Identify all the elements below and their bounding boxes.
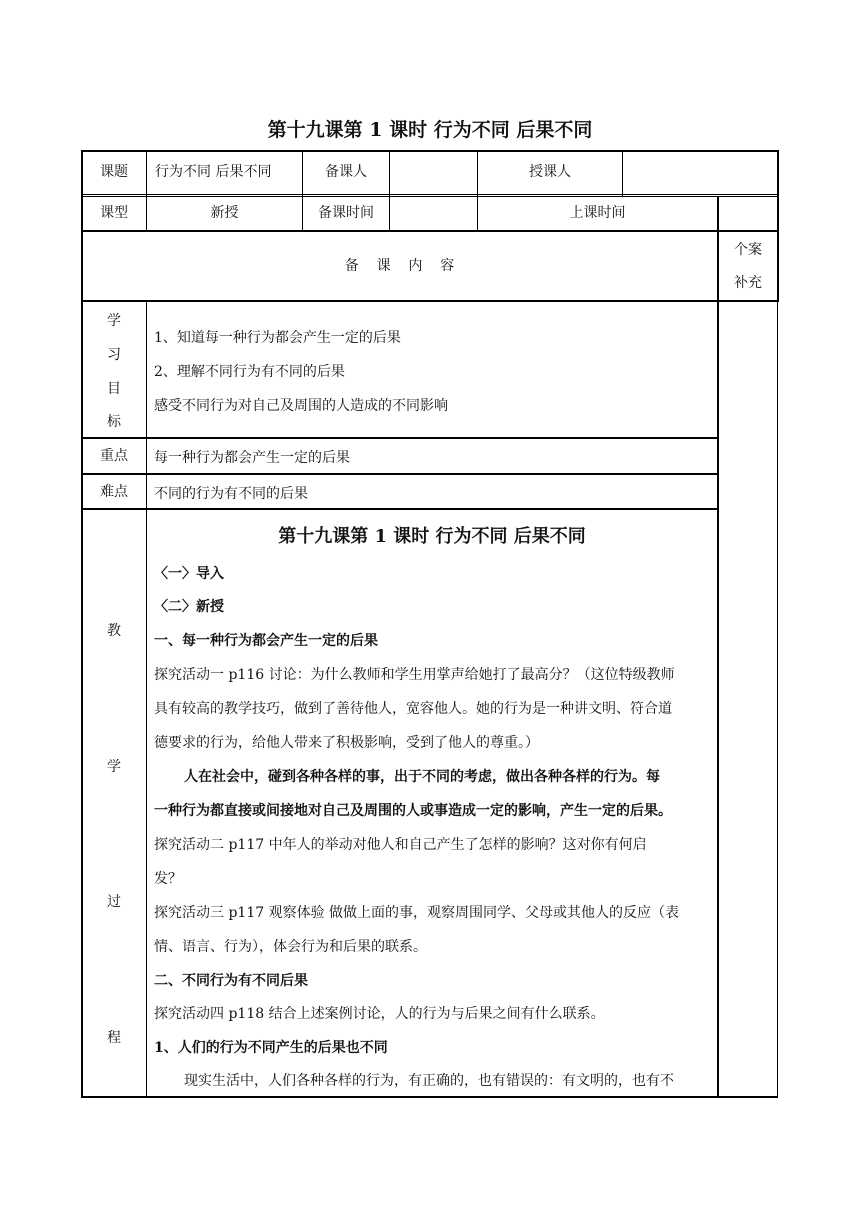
process-line: 〈一〉导入 — [154, 566, 224, 582]
process-label-2: 学 — [107, 759, 121, 775]
process-line: 现实生活中，人们各种各样的行为，有正确的，也有错误的：有文明的，也有不 — [184, 1073, 674, 1089]
process-line: 1、人们的行为不同产生的后果也不同 — [154, 1040, 388, 1056]
objectives-label-3: 目 — [107, 381, 121, 397]
objectives-label-4: 标 — [107, 414, 121, 430]
difficulty-value: 不同的行为有不同的后果 — [154, 486, 308, 502]
process-line: 探究活动二 p117 中年人的举动对他人和自己产生了怎样的影响？这对你有何启 — [154, 837, 647, 853]
objective-item: 2、理解不同行为有不同的后果 — [154, 364, 345, 380]
teacher-label: 授课人 — [529, 164, 571, 180]
process-line: 一种行为都直接或间接地对自己及周围的人或事造成一定的影响，产生一定的后果。 — [154, 803, 672, 819]
process-line: 探究活动四 p118 结合上述案例讨论，人的行为与后果之间有什么联系。 — [154, 1006, 605, 1022]
process-line: 探究活动三 p117 观察体验 做做上面的事，观察周围同学、父母或其他人的反应（表 — [154, 905, 680, 921]
process-line: 情、语言、行为），体会行为和后果的联系。 — [154, 939, 427, 955]
class-time-label: 上课时间 — [569, 205, 626, 221]
key-point-value: 每一种行为都会产生一定的后果 — [154, 450, 350, 466]
type-label: 课型 — [100, 205, 128, 221]
key-point-label: 重点 — [100, 448, 128, 464]
difficulty-label: 难点 — [100, 484, 128, 500]
process-line: 发？ — [154, 871, 182, 887]
process-line: 探究活动一 p116 讨论：为什么教师和学生用掌声给她打了最高分？（这位特级教师 — [154, 667, 675, 683]
process-line: 具有较高的教学技巧，做到了善待他人，宽容他人。她的行为是一种讲文明、符合道 — [154, 701, 672, 717]
objectives-label-2: 习 — [107, 347, 121, 363]
objective-item: 感受不同行为对自己及周围的人造成的不同影响 — [154, 398, 448, 414]
page-title: 第十九课第 1 课时 行为不同 后果不同 — [267, 119, 593, 141]
topic-value: 行为不同 后果不同 — [155, 164, 272, 180]
process-line: 一、每一种行为都会产生一定的后果 — [154, 633, 378, 649]
objective-item: 1、知道每一种行为都会产生一定的后果 — [154, 330, 401, 346]
type-value: 新授 — [210, 205, 239, 221]
topic-label: 课题 — [100, 164, 128, 180]
process-title: 第十九课第 1 课时 行为不同 后果不同 — [278, 526, 586, 547]
prep-time-label: 备课时间 — [318, 205, 374, 221]
process-line: 人在社会中，碰到各种各样的事，出于不同的考虑，做出各种各样的行为。每 — [184, 769, 660, 785]
process-label-3: 过 — [107, 894, 121, 910]
preparer-label: 备课人 — [325, 164, 367, 180]
supplement-line2: 补充 — [734, 275, 762, 291]
process-line: 德要求的行为，给他人带来了积极影响，受到了他人的尊重。） — [154, 735, 539, 751]
objectives-label-1: 学 — [107, 313, 121, 329]
process-line: 二、不同行为有不同后果 — [154, 973, 308, 989]
supplement-line1: 个案 — [734, 242, 762, 258]
process-label-1: 教 — [107, 623, 121, 639]
process-line: 〈二〉新授 — [154, 599, 224, 615]
content-header: 备 课 内 容 — [344, 258, 455, 274]
process-label-4: 程 — [107, 1030, 121, 1046]
